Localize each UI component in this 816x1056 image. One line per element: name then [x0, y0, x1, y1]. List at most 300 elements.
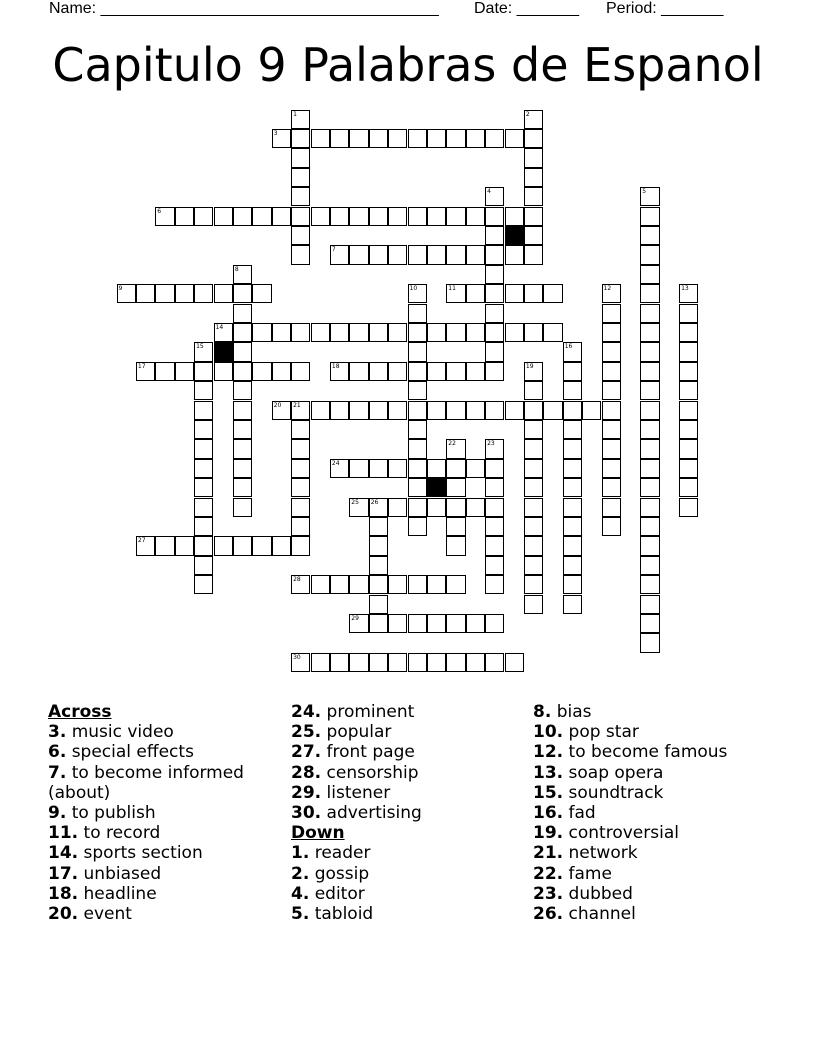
- grid-cell[interactable]: [427, 653, 446, 672]
- grid-cell[interactable]: [369, 129, 388, 148]
- grid-cell[interactable]: [175, 536, 194, 555]
- grid-cell[interactable]: [349, 575, 368, 594]
- grid-cell[interactable]: [466, 129, 485, 148]
- grid-cell[interactable]: [369, 575, 388, 594]
- grid-cell[interactable]: [466, 323, 485, 342]
- date-field-label[interactable]: Date: _______: [474, 0, 579, 17]
- grid-cell[interactable]: [485, 401, 504, 420]
- grid-cell[interactable]: [369, 323, 388, 342]
- grid-cell[interactable]: [214, 323, 233, 342]
- grid-cell[interactable]: [679, 304, 698, 323]
- grid-cell[interactable]: [446, 478, 465, 497]
- grid-cell[interactable]: [485, 536, 504, 555]
- grid-cell[interactable]: [640, 304, 659, 323]
- grid-cell[interactable]: [388, 401, 407, 420]
- grid-cell[interactable]: [524, 148, 543, 167]
- grid-cell[interactable]: [563, 459, 582, 478]
- grid-cell[interactable]: [408, 284, 427, 303]
- grid-cell[interactable]: [466, 284, 485, 303]
- grid-cell[interactable]: [640, 478, 659, 497]
- grid-cell[interactable]: [602, 401, 621, 420]
- grid-cell[interactable]: [485, 498, 504, 517]
- grid-cell[interactable]: [524, 207, 543, 226]
- grid-cell[interactable]: [524, 498, 543, 517]
- grid-cell[interactable]: [505, 207, 524, 226]
- grid-cell[interactable]: [524, 401, 543, 420]
- grid-cell[interactable]: [466, 207, 485, 226]
- grid-cell[interactable]: [194, 439, 213, 458]
- grid-cell[interactable]: [446, 459, 465, 478]
- grid-cell[interactable]: [524, 381, 543, 400]
- grid-cell[interactable]: [291, 207, 310, 226]
- grid-cell[interactable]: [408, 459, 427, 478]
- period-field-label[interactable]: Period: _______: [606, 0, 724, 17]
- grid-cell[interactable]: [427, 362, 446, 381]
- grid-cell[interactable]: [291, 187, 310, 206]
- grid-cell[interactable]: [679, 381, 698, 400]
- grid-cell[interactable]: [446, 575, 465, 594]
- grid-cell[interactable]: [233, 439, 252, 458]
- grid-cell[interactable]: [252, 536, 271, 555]
- grid-cell[interactable]: [408, 517, 427, 536]
- grid-cell[interactable]: [214, 362, 233, 381]
- grid-cell[interactable]: [485, 517, 504, 536]
- grid-cell[interactable]: [233, 401, 252, 420]
- grid-cell[interactable]: [640, 575, 659, 594]
- grid-cell[interactable]: [679, 420, 698, 439]
- grid-cell[interactable]: [640, 633, 659, 652]
- grid-cell[interactable]: [466, 245, 485, 264]
- grid-cell[interactable]: [524, 575, 543, 594]
- grid-cell[interactable]: [194, 536, 213, 555]
- grid-cell[interactable]: [563, 381, 582, 400]
- grid-cell[interactable]: [369, 245, 388, 264]
- grid-cell[interactable]: [485, 265, 504, 284]
- grid-cell[interactable]: [388, 362, 407, 381]
- grid-cell[interactable]: [485, 323, 504, 342]
- grid-cell[interactable]: [233, 207, 252, 226]
- grid-cell[interactable]: [640, 226, 659, 245]
- grid-cell[interactable]: [427, 459, 446, 478]
- grid-cell[interactable]: [446, 498, 465, 517]
- grid-cell[interactable]: [369, 459, 388, 478]
- grid-cell[interactable]: [602, 439, 621, 458]
- name-field-label[interactable]: Name: ______________________________________: [49, 0, 439, 17]
- grid-cell[interactable]: [194, 478, 213, 497]
- grid-cell[interactable]: [175, 362, 194, 381]
- grid-cell[interactable]: [466, 498, 485, 517]
- grid-cell[interactable]: [640, 536, 659, 555]
- grid-cell[interactable]: [602, 323, 621, 342]
- grid-cell[interactable]: [602, 362, 621, 381]
- grid-cell[interactable]: [272, 323, 291, 342]
- grid-cell[interactable]: [214, 207, 233, 226]
- grid-cell[interactable]: [311, 653, 330, 672]
- grid-cell[interactable]: [291, 420, 310, 439]
- grid-cell[interactable]: [408, 498, 427, 517]
- grid-cell[interactable]: [408, 207, 427, 226]
- grid-cell[interactable]: [291, 129, 310, 148]
- grid-cell[interactable]: [175, 284, 194, 303]
- grid-cell[interactable]: [640, 323, 659, 342]
- grid-cell[interactable]: [485, 284, 504, 303]
- grid-cell[interactable]: [427, 245, 446, 264]
- grid-cell[interactable]: [291, 575, 310, 594]
- grid-cell[interactable]: [640, 498, 659, 517]
- grid-cell[interactable]: [155, 284, 174, 303]
- grid-cell[interactable]: [233, 498, 252, 517]
- grid-cell[interactable]: [563, 498, 582, 517]
- grid-cell[interactable]: [136, 284, 155, 303]
- grid-cell[interactable]: [524, 284, 543, 303]
- grid-cell[interactable]: [311, 129, 330, 148]
- grid-cell[interactable]: [233, 284, 252, 303]
- grid-cell[interactable]: [485, 129, 504, 148]
- grid-cell[interactable]: [524, 187, 543, 206]
- grid-cell[interactable]: [369, 614, 388, 633]
- grid-cell[interactable]: [349, 459, 368, 478]
- grid-cell[interactable]: [466, 401, 485, 420]
- grid-cell[interactable]: [408, 653, 427, 672]
- grid-cell[interactable]: [408, 323, 427, 342]
- grid-cell[interactable]: [640, 381, 659, 400]
- grid-cell[interactable]: [466, 362, 485, 381]
- grid-cell[interactable]: [291, 168, 310, 187]
- grid-cell[interactable]: [408, 614, 427, 633]
- grid-cell[interactable]: [563, 536, 582, 555]
- grid-cell[interactable]: [214, 284, 233, 303]
- grid-cell[interactable]: [524, 439, 543, 458]
- grid-cell[interactable]: [369, 653, 388, 672]
- grid-cell[interactable]: [408, 129, 427, 148]
- grid-cell[interactable]: [408, 362, 427, 381]
- grid-cell[interactable]: [485, 556, 504, 575]
- grid-cell[interactable]: [369, 362, 388, 381]
- grid-cell[interactable]: [194, 459, 213, 478]
- grid-cell[interactable]: [485, 207, 504, 226]
- grid-cell[interactable]: [543, 284, 562, 303]
- grid-cell[interactable]: [640, 556, 659, 575]
- grid-cell[interactable]: [408, 439, 427, 458]
- grid-cell[interactable]: [136, 362, 155, 381]
- grid-cell[interactable]: [291, 498, 310, 517]
- grid-cell[interactable]: [311, 207, 330, 226]
- grid-cell[interactable]: [485, 478, 504, 497]
- grid-cell[interactable]: [330, 653, 349, 672]
- grid-cell[interactable]: [524, 595, 543, 614]
- grid-cell[interactable]: [640, 459, 659, 478]
- grid-cell[interactable]: [349, 207, 368, 226]
- grid-cell[interactable]: [388, 614, 407, 633]
- grid-cell[interactable]: [291, 245, 310, 264]
- grid-cell[interactable]: [291, 226, 310, 245]
- grid-cell[interactable]: [446, 323, 465, 342]
- grid-cell[interactable]: [369, 498, 388, 517]
- grid-cell[interactable]: [408, 381, 427, 400]
- grid-cell[interactable]: [233, 459, 252, 478]
- grid-cell[interactable]: [505, 129, 524, 148]
- grid-cell[interactable]: [679, 459, 698, 478]
- grid-cell[interactable]: [349, 614, 368, 633]
- grid-cell[interactable]: [563, 420, 582, 439]
- grid-cell[interactable]: [505, 653, 524, 672]
- grid-cell[interactable]: [679, 498, 698, 517]
- grid-cell[interactable]: [446, 207, 465, 226]
- grid-cell[interactable]: [640, 517, 659, 536]
- grid-cell[interactable]: [679, 478, 698, 497]
- grid-cell[interactable]: [349, 129, 368, 148]
- grid-cell[interactable]: [136, 536, 155, 555]
- grid-cell[interactable]: [233, 536, 252, 555]
- grid-cell[interactable]: [640, 265, 659, 284]
- grid-cell[interactable]: [505, 401, 524, 420]
- grid-cell[interactable]: [485, 459, 504, 478]
- grid-cell[interactable]: [602, 420, 621, 439]
- grid-cell[interactable]: [466, 653, 485, 672]
- grid-cell[interactable]: [427, 207, 446, 226]
- grid-cell[interactable]: [291, 362, 310, 381]
- grid-cell[interactable]: [466, 614, 485, 633]
- grid-cell[interactable]: [446, 362, 465, 381]
- grid-cell[interactable]: [446, 284, 465, 303]
- grid-cell[interactable]: [563, 595, 582, 614]
- grid-cell[interactable]: [640, 595, 659, 614]
- grid-cell[interactable]: [369, 401, 388, 420]
- grid-cell[interactable]: [291, 439, 310, 458]
- grid-cell[interactable]: [505, 284, 524, 303]
- grid-cell[interactable]: [408, 304, 427, 323]
- grid-cell[interactable]: [427, 498, 446, 517]
- grid-cell[interactable]: [602, 381, 621, 400]
- grid-cell[interactable]: [602, 284, 621, 303]
- grid-cell[interactable]: [369, 556, 388, 575]
- grid-cell[interactable]: [640, 245, 659, 264]
- grid-cell[interactable]: [330, 459, 349, 478]
- grid-cell[interactable]: [524, 459, 543, 478]
- grid-cell[interactable]: [369, 536, 388, 555]
- grid-cell[interactable]: [563, 478, 582, 497]
- grid-cell[interactable]: [446, 245, 465, 264]
- grid-cell[interactable]: [640, 614, 659, 633]
- grid-cell[interactable]: [272, 536, 291, 555]
- grid-cell[interactable]: [194, 401, 213, 420]
- grid-cell[interactable]: [194, 342, 213, 361]
- grid-cell[interactable]: [485, 439, 504, 458]
- grid-cell[interactable]: [252, 207, 271, 226]
- grid-cell[interactable]: [602, 517, 621, 536]
- grid-cell[interactable]: [446, 439, 465, 458]
- grid-cell[interactable]: [446, 517, 465, 536]
- grid-cell[interactable]: [388, 129, 407, 148]
- grid-cell[interactable]: [524, 517, 543, 536]
- grid-cell[interactable]: [485, 187, 504, 206]
- grid-cell[interactable]: [349, 498, 368, 517]
- grid-cell[interactable]: [233, 381, 252, 400]
- grid-cell[interactable]: [640, 439, 659, 458]
- grid-cell[interactable]: [543, 323, 562, 342]
- grid-cell[interactable]: [291, 110, 310, 129]
- grid-cell[interactable]: [311, 323, 330, 342]
- grid-cell[interactable]: [155, 207, 174, 226]
- grid-cell[interactable]: [291, 517, 310, 536]
- grid-cell[interactable]: [446, 653, 465, 672]
- grid-cell[interactable]: [388, 459, 407, 478]
- grid-cell[interactable]: [388, 653, 407, 672]
- grid-cell[interactable]: [291, 323, 310, 342]
- grid-cell[interactable]: [291, 148, 310, 167]
- grid-cell[interactable]: [679, 323, 698, 342]
- grid-cell[interactable]: [291, 459, 310, 478]
- grid-cell[interactable]: [679, 362, 698, 381]
- grid-cell[interactable]: [446, 129, 465, 148]
- grid-cell[interactable]: [640, 207, 659, 226]
- grid-cell[interactable]: [330, 323, 349, 342]
- grid-cell[interactable]: [505, 323, 524, 342]
- grid-cell[interactable]: [563, 575, 582, 594]
- grid-cell[interactable]: [408, 575, 427, 594]
- grid-cell[interactable]: [563, 439, 582, 458]
- grid-cell[interactable]: [427, 323, 446, 342]
- grid-cell[interactable]: [252, 323, 271, 342]
- grid-cell[interactable]: [543, 401, 562, 420]
- grid-cell[interactable]: [640, 420, 659, 439]
- grid-cell[interactable]: [194, 556, 213, 575]
- grid-cell[interactable]: [408, 420, 427, 439]
- grid-cell[interactable]: [582, 401, 601, 420]
- grid-cell[interactable]: [446, 614, 465, 633]
- grid-cell[interactable]: [485, 226, 504, 245]
- grid-cell[interactable]: [466, 459, 485, 478]
- grid-cell[interactable]: [233, 342, 252, 361]
- grid-cell[interactable]: [272, 362, 291, 381]
- grid-cell[interactable]: [330, 401, 349, 420]
- grid-cell[interactable]: [446, 536, 465, 555]
- grid-cell[interactable]: [485, 342, 504, 361]
- grid-cell[interactable]: [369, 517, 388, 536]
- grid-cell[interactable]: [563, 401, 582, 420]
- grid-cell[interactable]: [524, 129, 543, 148]
- grid-cell[interactable]: [388, 575, 407, 594]
- grid-cell[interactable]: [524, 323, 543, 342]
- grid-cell[interactable]: [233, 304, 252, 323]
- grid-cell[interactable]: [330, 245, 349, 264]
- grid-cell[interactable]: [194, 207, 213, 226]
- grid-cell[interactable]: [485, 362, 504, 381]
- grid-cell[interactable]: [485, 653, 504, 672]
- grid-cell[interactable]: [194, 381, 213, 400]
- grid-cell[interactable]: [194, 284, 213, 303]
- grid-cell[interactable]: [524, 478, 543, 497]
- grid-cell[interactable]: [524, 556, 543, 575]
- grid-cell[interactable]: [330, 129, 349, 148]
- grid-cell[interactable]: [524, 420, 543, 439]
- grid-cell[interactable]: [388, 207, 407, 226]
- grid-cell[interactable]: [524, 536, 543, 555]
- grid-cell[interactable]: [602, 342, 621, 361]
- grid-cell[interactable]: [505, 245, 524, 264]
- grid-cell[interactable]: [563, 342, 582, 361]
- grid-cell[interactable]: [194, 498, 213, 517]
- grid-cell[interactable]: [272, 129, 291, 148]
- grid-cell[interactable]: [349, 362, 368, 381]
- grid-cell[interactable]: [233, 265, 252, 284]
- grid-cell[interactable]: [194, 420, 213, 439]
- grid-cell[interactable]: [291, 536, 310, 555]
- grid-cell[interactable]: [349, 323, 368, 342]
- grid-cell[interactable]: [214, 536, 233, 555]
- grid-cell[interactable]: [640, 401, 659, 420]
- grid-cell[interactable]: [349, 245, 368, 264]
- grid-cell[interactable]: [155, 536, 174, 555]
- grid-cell[interactable]: [524, 110, 543, 129]
- grid-cell[interactable]: [233, 478, 252, 497]
- grid-cell[interactable]: [485, 614, 504, 633]
- grid-cell[interactable]: [233, 323, 252, 342]
- grid-cell[interactable]: [194, 362, 213, 381]
- grid-cell[interactable]: [330, 575, 349, 594]
- grid-cell[interactable]: [427, 401, 446, 420]
- grid-cell[interactable]: [602, 498, 621, 517]
- grid-cell[interactable]: [155, 362, 174, 381]
- grid-cell[interactable]: [233, 420, 252, 439]
- grid-cell[interactable]: [679, 401, 698, 420]
- grid-cell[interactable]: [602, 304, 621, 323]
- grid-cell[interactable]: [640, 362, 659, 381]
- grid-cell[interactable]: [602, 478, 621, 497]
- grid-cell[interactable]: [563, 556, 582, 575]
- grid-cell[interactable]: [563, 362, 582, 381]
- grid-cell[interactable]: [369, 595, 388, 614]
- grid-cell[interactable]: [563, 517, 582, 536]
- grid-cell[interactable]: [311, 401, 330, 420]
- grid-cell[interactable]: [524, 168, 543, 187]
- grid-cell[interactable]: [524, 362, 543, 381]
- grid-cell[interactable]: [194, 575, 213, 594]
- grid-cell[interactable]: [524, 226, 543, 245]
- grid-cell[interactable]: [427, 129, 446, 148]
- grid-cell[interactable]: [485, 575, 504, 594]
- grid-cell[interactable]: [408, 342, 427, 361]
- grid-cell[interactable]: [117, 284, 136, 303]
- grid-cell[interactable]: [388, 323, 407, 342]
- grid-cell[interactable]: [640, 284, 659, 303]
- grid-cell[interactable]: [369, 207, 388, 226]
- grid-cell[interactable]: [408, 245, 427, 264]
- grid-cell[interactable]: [330, 362, 349, 381]
- grid-cell[interactable]: [524, 245, 543, 264]
- grid-cell[interactable]: [679, 342, 698, 361]
- grid-cell[interactable]: [233, 362, 252, 381]
- grid-cell[interactable]: [252, 362, 271, 381]
- grid-cell[interactable]: [388, 245, 407, 264]
- grid-cell[interactable]: [272, 207, 291, 226]
- grid-cell[interactable]: [194, 517, 213, 536]
- grid-cell[interactable]: [311, 575, 330, 594]
- grid-cell[interactable]: [175, 207, 194, 226]
- grid-cell[interactable]: [679, 439, 698, 458]
- grid-cell[interactable]: [330, 207, 349, 226]
- grid-cell[interactable]: [291, 653, 310, 672]
- grid-cell[interactable]: [252, 284, 271, 303]
- grid-cell[interactable]: [640, 342, 659, 361]
- grid-cell[interactable]: [679, 284, 698, 303]
- grid-cell[interactable]: [602, 459, 621, 478]
- grid-cell[interactable]: [408, 401, 427, 420]
- grid-cell[interactable]: [485, 304, 504, 323]
- grid-cell[interactable]: [427, 614, 446, 633]
- grid-cell[interactable]: [291, 401, 310, 420]
- grid-cell[interactable]: [349, 653, 368, 672]
